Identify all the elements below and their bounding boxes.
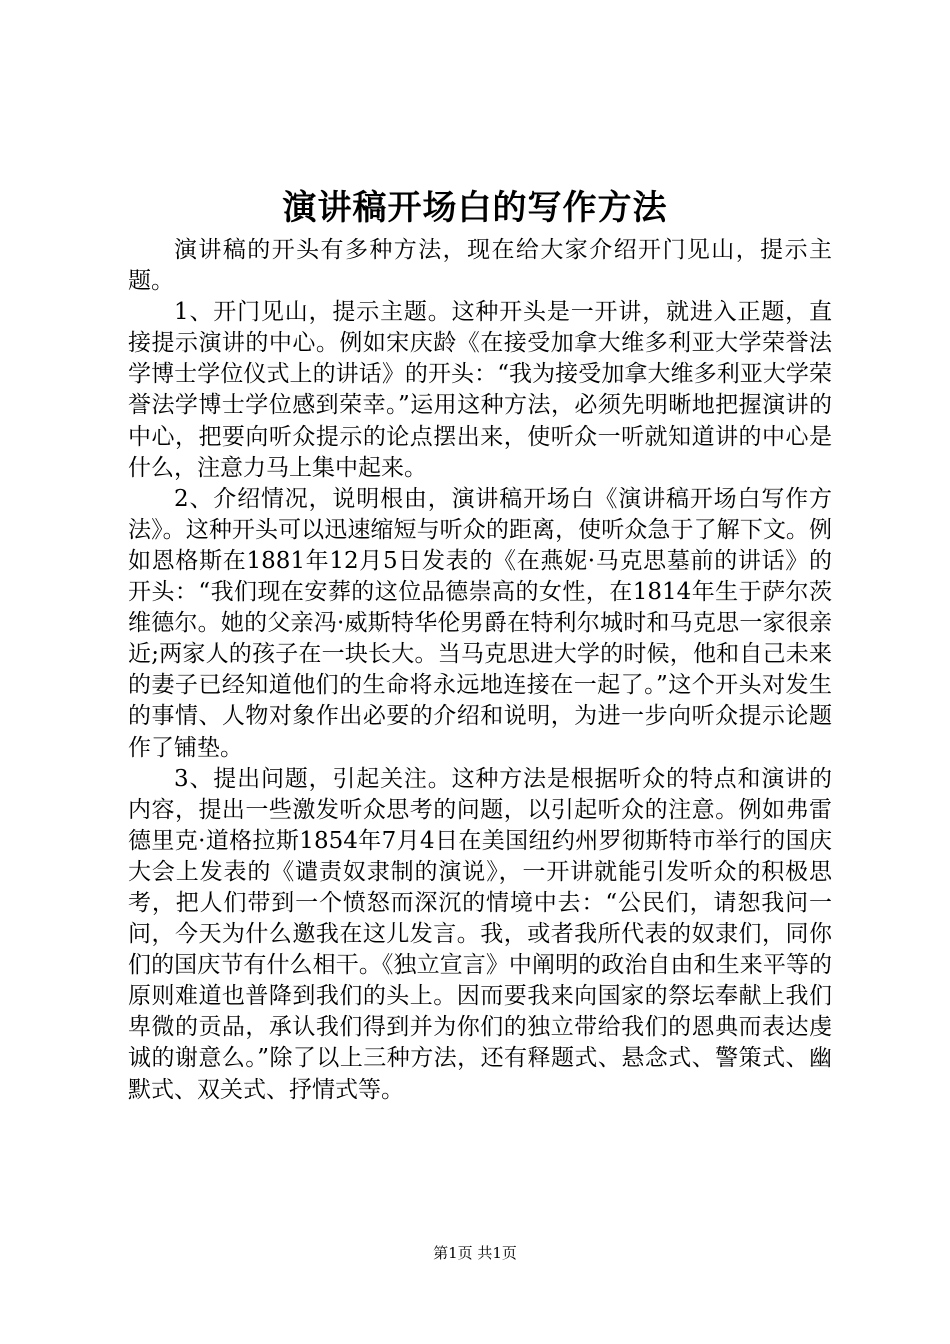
document-body xyxy=(128,235,832,1106)
paragraph-method-1: 1、开门见山，提示主题。这种开头是一开讲，就进入正题，直接提示演讲的中心。例如宋庆龄《在接受加拿大维多利亚大学荣誉法学博士学位仪式上的讲话》的开头：“我为接受加拿大维多利亚大学荣誉法学博士学位感到荣幸。”运用这种方法，必须先明晰地把握演讲的中心，把要向听众提示的论点摆出来，使听众一听就知道讲的中心是什么，注意力马上集中起来。 xyxy=(128,299,832,481)
paragraph-method-2: 2、介绍情况，说明根由，演讲稿开场白《演讲稿开场白写作方法》。这种开头可以迅速缩短与听众的距离，使听众急于了解下文。例如恩格斯在1881年12月5日发表的《在燕妮·马克思墓前的讲话》的开头：“我们现在安葬的这位品德崇高的女性，在1814年生于萨尔茨维德尔。她的父亲冯·威斯特华伦男爵在特利尔城时和马克思一家很亲近;两家人的孩子在一块长大。当马克思进大学的时候，他和自己未来的妻子已经知道他们的生命将永远地连接在一起了。”这个开头对发生的事情、人物对象作出必要的介绍和说明，为进一步向听众提示论题作了铺垫。 xyxy=(128,485,832,761)
paragraph-intro: 演讲稿的开头有多种方法，现在给大家介绍开门见山，提示主题。 xyxy=(128,237,832,295)
document-title: 演讲稿开场白的写作方法 xyxy=(282,188,668,228)
paragraph-method-3: 3、提出问题，引起关注。这种方法是根据听众的特点和演讲的内容，提出一些激发听众思考的问题，以引起听众的注意。例如弗雷德里克·道格拉斯1854年7月4日在美国纽约州罗彻斯特市举行的国庆大会上发表的《谴责奴隶制的演说》，一开讲就能引发听众的积极思考，把人们带到一个愤怒而深沉的情境中去：“公民们，请恕我问一问，今天为什么邀我在这儿发言。我，或者我所代表的奴隶们，同你们的国庆节有什么相干。《独立宣言》中阐明的政治自由和生来平等的原则难道也普降到我们的头上。因而要我来向国家的祭坛奉献上我们卑微的贡品，承认我们得到并为你们的独立带给我们的恩典而表达虔诚的谢意么。”除了以上三种方法，还有释题式、悬念式、警策式、幽默式、双关式、抒情式等。 xyxy=(128,765,832,1103)
page-footer: 第1页 共1页 xyxy=(433,1244,517,1262)
